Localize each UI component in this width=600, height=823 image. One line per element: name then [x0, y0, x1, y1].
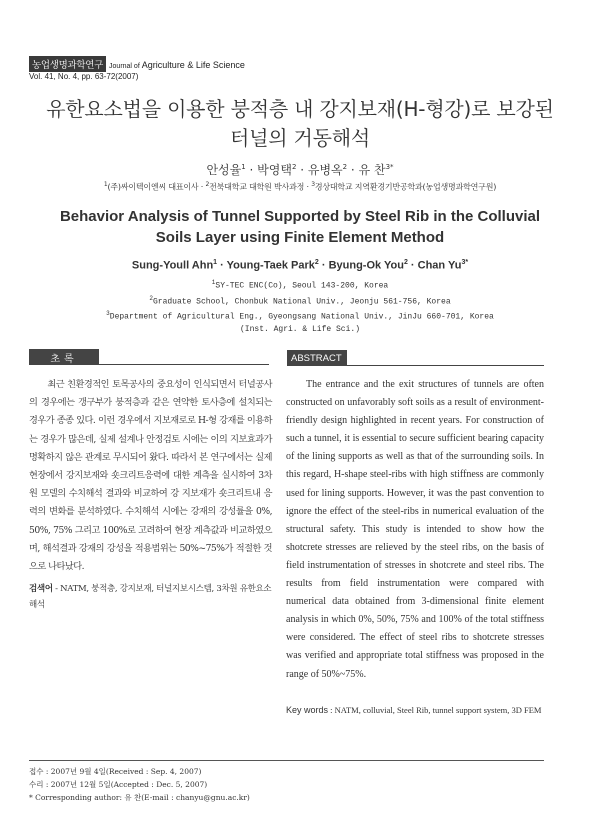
affiliation-mark: 1	[103, 181, 108, 188]
author-separator: ·	[407, 259, 418, 272]
authors-ko	[0, 161, 600, 178]
authors-en	[0, 259, 600, 272]
journal-masthead	[29, 56, 245, 72]
affiliation-mark: 2	[149, 294, 153, 302]
author-name: Byung-Ok You	[328, 259, 404, 272]
author-affiliation-mark: 3*	[385, 163, 394, 171]
abstract-heading-ko: 초록	[29, 349, 99, 365]
journal-name-ko: 농업생명과학연구	[29, 56, 106, 72]
author-name: 유병옥	[307, 163, 343, 177]
affiliation-mark: 3	[311, 181, 315, 188]
author-affiliation-mark: 2	[403, 259, 408, 266]
author-affiliation-mark: 2	[342, 163, 348, 171]
affiliation-line	[0, 277, 600, 293]
divider	[99, 364, 269, 365]
author-affiliation-mark: 1	[213, 259, 218, 266]
keywords-en: Key words : NATM, colluvial, Steel Rib, tunnel support system, 3D FEM	[286, 705, 542, 715]
title-en: Behavior Analysis of Tunnel Supported by Steel Rib in the Colluvial Soils Layer using Finite Element Method	[59, 208, 541, 246]
divider	[347, 365, 544, 366]
affiliations-ko	[0, 181, 600, 193]
affiliation-mark: 3	[106, 310, 110, 318]
corresponding-author: * Corresponding author: 유 찬(E-mail : chanyu@gnu.ac.kr)	[29, 793, 250, 802]
affiliation-text: (Inst. Agri. & Life Sci.)	[239, 324, 361, 334]
affiliation-text: Graduate School, Chonbuk National Univ., Jeonju 561-756, Korea	[152, 297, 451, 307]
abstract-heading-en: ABSTRACT	[287, 350, 347, 366]
journal-name-en: Journal of Agriculture & Life Science	[109, 60, 245, 70]
author-separator: ·	[245, 163, 258, 177]
footnotes	[29, 765, 544, 804]
author-affiliation-mark: 1	[241, 163, 246, 171]
affiliation-text: SY-TEC ENC(Co), Seoul 143-200, Korea	[215, 281, 389, 291]
affiliation-mark: 2	[205, 181, 210, 188]
author-separator: ·	[318, 259, 329, 272]
affiliation-mark: 1	[211, 279, 216, 286]
author-name: Young-Taek Park	[226, 259, 315, 272]
author-name: 유 찬	[358, 163, 386, 177]
affiliation-line	[0, 293, 600, 309]
affiliations-en	[0, 277, 600, 336]
received-date: 접수 : 2007년 9월 4일(Received : Sep. 4, 2007)	[29, 767, 202, 776]
abstract-body-en: The entrance and the exit structures of tunnels are often constructed on unfavorably soft soils as a result of environment-friendly design highlighted in recent years. For construction of such a tunnel, it is essential to secure sufficient bearing capacity of the lining supports as well as that of the surrounding soils. In this regard, H-shape steel-ribs with high stiffness are commonly used for lining supports. However, it was the past convention to ignore the effect of the steel-ribs in numerical evaluation of the structural safety. This study is intended to show how the shotcrete stresses are relieved by the steel ribs, on the basis of field instrumentation of stresses in shotcrete and steel ribs. The results from field instrumentation were compared with numerical data obtained from 3-dimensional finite element analysis in which 0%, 50%, 75% and 100% of the total stiffness were considered. The effect of steel ribs to shotcrete stresses was verified and appropriate total stiffness was proposed in the range of 50%~75%.	[286, 379, 544, 680]
author-separator: ·	[217, 259, 227, 272]
abstract-body-ko: 최근 친환경적인 토목공사의 중요성이 인식되면서 터널공사의 경우에는 갱구부가 붕적층과 같은 연약한 토사층에 설치되는 경우가 종종 있다. 이런 경우에서 지보재로로 H-형 강재를 이용하는 경우가 많은데, 실제 설계나 안정검토 시에는 이의 지보효과가 명확하지 않은 관계로 무시되어 왔다. 따라서 본 연구에서는 실제 현장에서 강지보재와 숏크리트응력에 대한 계측을 실시하여 3차원 모델의 수치해석 결과와 비교하여 강 지보재가 숏크리트내 응력의 변화를 분석하였다. 수치해석 시에는 강재의 강성률을 0%, 50%, 75% 그리고 100%로 고려하여 현장 계측값과 비교하였으며, 해석결과 강재의 강성을 적용범위는 50%~75%가 적절한 것으로 나타났다.	[29, 379, 272, 573]
affiliation-line	[0, 308, 600, 324]
author-separator: ·	[296, 163, 308, 177]
author-name: Sung-Youll Ahn	[131, 259, 214, 272]
affiliation-text: Department of Agricultural Eng., Gyeongsang National Univ., JinJu 660-701, Korea	[109, 312, 494, 322]
affiliation-text: 전북대학교 대학원 박사과정 ·	[209, 182, 312, 192]
affiliation-line	[0, 324, 600, 336]
author-affiliation-mark: 2	[314, 259, 319, 266]
keywords-ko: 검색어 - NATM, 붕적층, 강지보재, 터널지보시스템, 3차원 유한요소해석	[29, 584, 272, 610]
volume-info: Vol. 41, No. 4, pp. 63-72(2007)	[29, 72, 139, 81]
author-name: 박영택	[257, 163, 292, 177]
affiliation-text: (주)싸이텍이엔씨 대표이사 ·	[107, 182, 206, 192]
author-name: 안성율	[206, 163, 242, 177]
author-separator: ·	[347, 163, 359, 177]
accepted-date: 수리 : 2007년 12월 5일(Accepted : Dec. 5, 2007)	[29, 780, 208, 789]
author-affiliation-mark: 3*	[461, 259, 469, 266]
title-ko: 유한요소법을 이용한 붕적층 내 강지보재(H-형강)로 보강된 터널의 거동해석	[46, 97, 554, 150]
author-affiliation-mark: 2	[291, 163, 297, 171]
author-name: Chan Yu	[417, 259, 462, 272]
affiliation-text: 경상대학교 지역환경기반공학과(농업생명과학연구원)	[314, 182, 497, 192]
footer-divider	[29, 760, 544, 761]
